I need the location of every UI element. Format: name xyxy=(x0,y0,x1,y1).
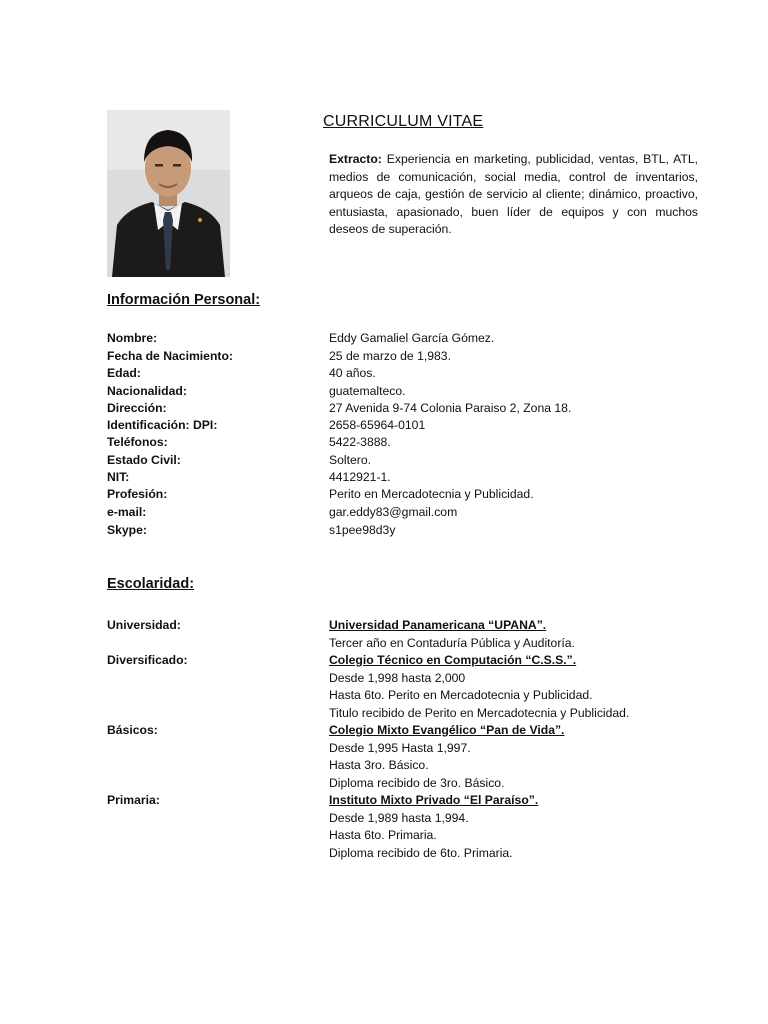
school-name: Colegio Técnico en Computación “C.S.S.”. xyxy=(329,653,577,667)
education-level-label: Diversificado: xyxy=(107,653,188,667)
info-label: Nombre: xyxy=(107,331,158,345)
education-detail: Desde 1,998 hasta 2,000 xyxy=(329,670,466,685)
info-row xyxy=(0,348,768,365)
education-detail: Diploma recibido de 6to. Primaria. xyxy=(329,845,513,860)
summary-label: Extracto: xyxy=(329,152,382,166)
info-value: 40 años. xyxy=(329,366,376,380)
info-value: 25 de marzo de 1,983. xyxy=(329,348,451,363)
info-value: 5422-3888. xyxy=(329,435,391,449)
info-row xyxy=(0,383,768,400)
info-label: Identificación: DPI: xyxy=(107,418,218,432)
education-level-label: Universidad: xyxy=(107,618,181,632)
info-value: 2658-65964-0101 xyxy=(329,418,426,432)
education-detail: Desde 1,989 hasta 1,994. xyxy=(329,810,469,825)
info-label: Dirección: xyxy=(107,401,167,415)
info-value: 27 Avenida 9-74 Colonia Paraiso 2, Zona 18. xyxy=(329,401,572,415)
education-detail: Desde 1,995 Hasta 1,997. xyxy=(329,740,471,755)
info-row xyxy=(0,504,768,521)
info-label: Fecha de Nacimiento: xyxy=(107,348,233,363)
skype-value: s1pee98d3y xyxy=(329,522,396,537)
summary-text: Experiencia en marketing, publicidad, ventas, BTL, ATL, medios de comunicación, social media, control de inventarios, arqueos de caja, gestión de servicio al cliente; dinámico, proactivo, entusiasta, apasionado, buen líder de equipos y con muchos deseos de superación. xyxy=(329,152,698,236)
education-entry xyxy=(329,792,538,862)
education-entry xyxy=(329,722,564,792)
info-label: Profesión: xyxy=(107,487,168,501)
info-row xyxy=(0,417,768,434)
section-title-personal: Información Personal: xyxy=(107,292,261,308)
education-detail: Tercer año en Contaduría Pública y Auditoría. xyxy=(329,635,575,650)
info-value: Eddy Gamaliel García Gómez. xyxy=(329,331,495,345)
info-row xyxy=(0,469,768,486)
section-title-education: Escolaridad: xyxy=(107,576,195,592)
info-label: Edad: xyxy=(107,366,141,380)
info-row xyxy=(0,486,768,503)
education-detail: Hasta 6to. Primaria. xyxy=(329,828,437,842)
info-label: NIT: xyxy=(107,470,130,484)
education-detail: Hasta 6to. Perito en Mercadotecnia y Publicidad. xyxy=(329,688,593,702)
info-label: Estado Civil: xyxy=(107,452,181,467)
info-row xyxy=(0,434,768,451)
info-label: Nacionalidad: xyxy=(107,383,187,398)
info-label: e-mail: xyxy=(107,505,147,519)
info-row xyxy=(0,330,768,347)
education-entry xyxy=(329,652,629,722)
education-level-label: Primaria: xyxy=(107,793,160,807)
info-row xyxy=(0,400,768,417)
info-label: Teléfonos: xyxy=(107,435,168,449)
education-level-label: Básicos: xyxy=(107,723,158,737)
school-name: Colegio Mixto Evangélico “Pan de Vida”. xyxy=(329,723,565,737)
email-value: gar.eddy83@gmail.com xyxy=(329,505,458,519)
info-value: guatemalteco. xyxy=(329,383,406,398)
info-row xyxy=(0,365,768,382)
school-name: Universidad Panamericana “UPANA”. xyxy=(329,618,547,632)
info-value: Perito en Mercadotecnia y Publicidad. xyxy=(329,487,534,501)
info-label: Skype: xyxy=(107,522,147,537)
education-entry xyxy=(329,617,575,652)
info-value: 4412921-1. xyxy=(329,470,391,484)
info-row xyxy=(0,452,768,469)
profile-photo xyxy=(107,110,230,277)
info-value: Soltero. xyxy=(329,452,372,467)
education-detail: Hasta 3ro. Básico. xyxy=(329,758,429,772)
education-detail: Diploma recibido de 3ro. Básico. xyxy=(329,775,505,790)
education-detail: Titulo recibido de Perito en Mercadotecnia y Publicidad. xyxy=(329,705,630,720)
info-row xyxy=(0,522,768,539)
summary-paragraph xyxy=(329,151,698,239)
document-title: CURRICULUM VITAE xyxy=(323,113,484,130)
school-name: Instituto Mixto Privado “El Paraíso”. xyxy=(329,793,539,807)
